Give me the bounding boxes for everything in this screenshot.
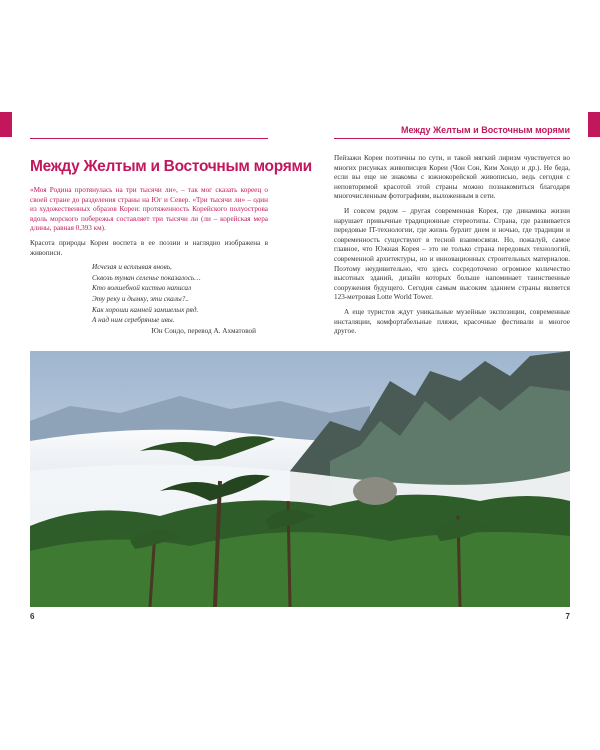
left-header-rule xyxy=(30,138,268,139)
poem-attribution: Юн Сондо, перевод А. Ахматовой xyxy=(151,326,256,335)
poem-line: Кто волшебной кистью написал xyxy=(92,284,192,293)
poem-line: Как хороши камней замшелых ряд. xyxy=(92,305,199,314)
poem-line: Сквозь туман селенье показалось… xyxy=(92,273,201,282)
page-number: 6 xyxy=(30,612,35,621)
poem-line: А над ним серебряные ивы. xyxy=(92,316,175,325)
poem-line: Исчезая и всплывая вновь, xyxy=(92,263,172,272)
body-paragraph: А еще туристов ждут уникальные музейные экспозиции, современные инсталяции, комфортабельные пляжи, красочные фестивали и многое другое. xyxy=(334,307,570,336)
right-page-edge-tab xyxy=(588,112,600,137)
body-paragraph: И совсем рядом – другая современная Корея, где динамика жизни нарушает привычные традиционные стереотипы. Страна, где развивается передовые IT-технологии, где жизнь бурлит днем и ночью, где традиции и современность существуют в тесной взаимосвязи. Но, пожалуй, самое главное, что Южная Корея – это не только страна передовых технологий, современной архитектуры, но и инновационных строительных материалов. Поэтому неудивительно, что здесь сосредоточено огромное количество высотных зданий, дизайн которых больше напоминает таинственные сооружения будущего. Сегодня самым высоким зданием страны является 123-метровая Lotte World Tower. xyxy=(334,206,570,302)
page-number: 7 xyxy=(565,612,570,621)
landscape-photo xyxy=(30,351,570,607)
right-header-rule xyxy=(334,138,570,139)
running-head: Между Желтым и Восточным морями xyxy=(400,125,570,135)
left-page-edge-tab xyxy=(0,112,12,137)
poem-line: Эту реку и дымку, эти скалы?.. xyxy=(92,294,189,303)
poem xyxy=(30,262,268,326)
left-text-column xyxy=(30,186,268,336)
body-paragraph: Пейзажи Кореи поэтичны по сути, и такой мягкий лиризм чувствуется во многих рисунках живописцев Кореи (Чон Сон, Ким Хондо и др.). Не беда, если вы еще не знакомы с южнокорейской живописью, ведь сегодня с неповторимой красотой этой страны можно познакомиться благодаря многочисленным фотографиям, выложенным в сети. xyxy=(334,154,570,201)
intro-paragraph: «Моя Родина протянулась на три тысячи ли», – так мог сказать кореец о своей стране до разделения страны на Юг и Север. «Три тысячи ли» – один из художественных образов Кореи: протяженность Корейского полуострова вдоль морского побережья составляет три тысячи ли (ли – корейская мера длины, равная 0,393 км). xyxy=(30,186,268,233)
body-paragraph: Красота природы Кореи воспета в ее поэзии и наглядно изображена в живописи. xyxy=(30,238,268,257)
page-title: Между Желтым и Восточным морями xyxy=(30,158,312,175)
right-text-column xyxy=(334,154,570,337)
